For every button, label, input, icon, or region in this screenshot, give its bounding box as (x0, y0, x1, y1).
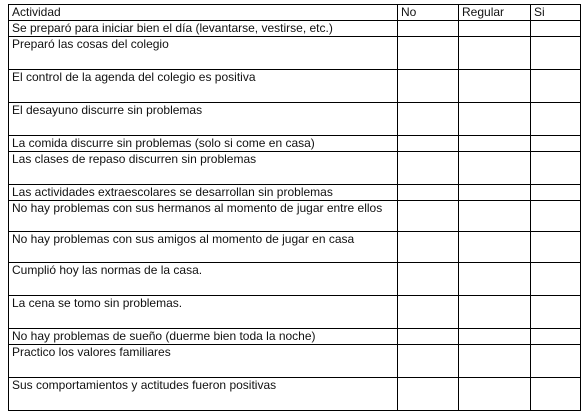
table-row (9, 232, 581, 263)
si-cell[interactable] (531, 21, 581, 37)
header-actividad: Actividad (9, 5, 398, 21)
regular-cell[interactable] (459, 185, 531, 201)
regular-cell[interactable] (459, 329, 531, 345)
header-row (9, 5, 581, 21)
si-cell[interactable] (531, 70, 581, 103)
no-cell[interactable] (398, 136, 459, 152)
activity-cell: Cumplió hoy las normas de la casa. (9, 263, 398, 296)
no-cell[interactable] (398, 201, 459, 232)
si-cell[interactable] (531, 378, 581, 411)
activity-cell: Las actividades extraescolares se desarrollan sin problemas (9, 185, 398, 201)
activity-checklist-table (8, 4, 581, 411)
no-cell[interactable] (398, 152, 459, 185)
activity-cell: El control de la agenda del colegio es positiva (9, 70, 398, 103)
regular-cell[interactable] (459, 37, 531, 70)
table-row (9, 329, 581, 345)
activity-cell: Practico los valores familiares (9, 345, 398, 378)
regular-cell[interactable] (459, 136, 531, 152)
regular-cell[interactable] (459, 263, 531, 296)
no-cell[interactable] (398, 263, 459, 296)
activity-cell: Preparó las cosas del colegio (9, 37, 398, 70)
no-cell[interactable] (398, 70, 459, 103)
header-si: Si (531, 5, 581, 21)
table-row (9, 263, 581, 296)
no-cell[interactable] (398, 232, 459, 263)
regular-cell[interactable] (459, 296, 531, 329)
regular-cell[interactable] (459, 70, 531, 103)
si-cell[interactable] (531, 136, 581, 152)
table-row (9, 103, 581, 136)
regular-cell[interactable] (459, 201, 531, 232)
table-row (9, 70, 581, 103)
no-cell[interactable] (398, 296, 459, 329)
table-row (9, 136, 581, 152)
si-cell[interactable] (531, 201, 581, 232)
activity-cell: La comida discurre sin problemas (solo si come en casa) (9, 136, 398, 152)
table-row (9, 37, 581, 70)
activity-cell: No hay problemas de sueño (duerme bien toda la noche) (9, 329, 398, 345)
si-cell[interactable] (531, 329, 581, 345)
activity-cell: No hay problemas con sus amigos al momento de jugar en casa (9, 232, 398, 263)
si-cell[interactable] (531, 37, 581, 70)
si-cell[interactable] (531, 296, 581, 329)
table-row (9, 296, 581, 329)
regular-cell[interactable] (459, 378, 531, 411)
activity-cell: No hay problemas con sus hermanos al momento de jugar entre ellos (9, 201, 398, 232)
no-cell[interactable] (398, 185, 459, 201)
table-row (9, 345, 581, 378)
no-cell[interactable] (398, 345, 459, 378)
table-row (9, 201, 581, 232)
header-regular: Regular (459, 5, 531, 21)
regular-cell[interactable] (459, 103, 531, 136)
regular-cell[interactable] (459, 152, 531, 185)
si-cell[interactable] (531, 232, 581, 263)
si-cell[interactable] (531, 103, 581, 136)
no-cell[interactable] (398, 21, 459, 37)
table-row (9, 185, 581, 201)
no-cell[interactable] (398, 378, 459, 411)
regular-cell[interactable] (459, 345, 531, 378)
activity-cell: Se preparó para iniciar bien el día (levantarse, vestirse, etc.) (9, 21, 398, 37)
regular-cell[interactable] (459, 21, 531, 37)
activity-cell: Sus comportamientos y actitudes fueron positivas (9, 378, 398, 411)
activity-cell: Las clases de repaso discurren sin problemas (9, 152, 398, 185)
no-cell[interactable] (398, 103, 459, 136)
si-cell[interactable] (531, 345, 581, 378)
activity-cell: El desayuno discurre sin problemas (9, 103, 398, 136)
si-cell[interactable] (531, 152, 581, 185)
si-cell[interactable] (531, 263, 581, 296)
regular-cell[interactable] (459, 232, 531, 263)
si-cell[interactable] (531, 185, 581, 201)
no-cell[interactable] (398, 37, 459, 70)
table-row (9, 21, 581, 37)
table-row (9, 378, 581, 411)
table-row (9, 152, 581, 185)
no-cell[interactable] (398, 329, 459, 345)
header-no: No (398, 5, 459, 21)
activity-cell: La cena se tomo sin problemas. (9, 296, 398, 329)
